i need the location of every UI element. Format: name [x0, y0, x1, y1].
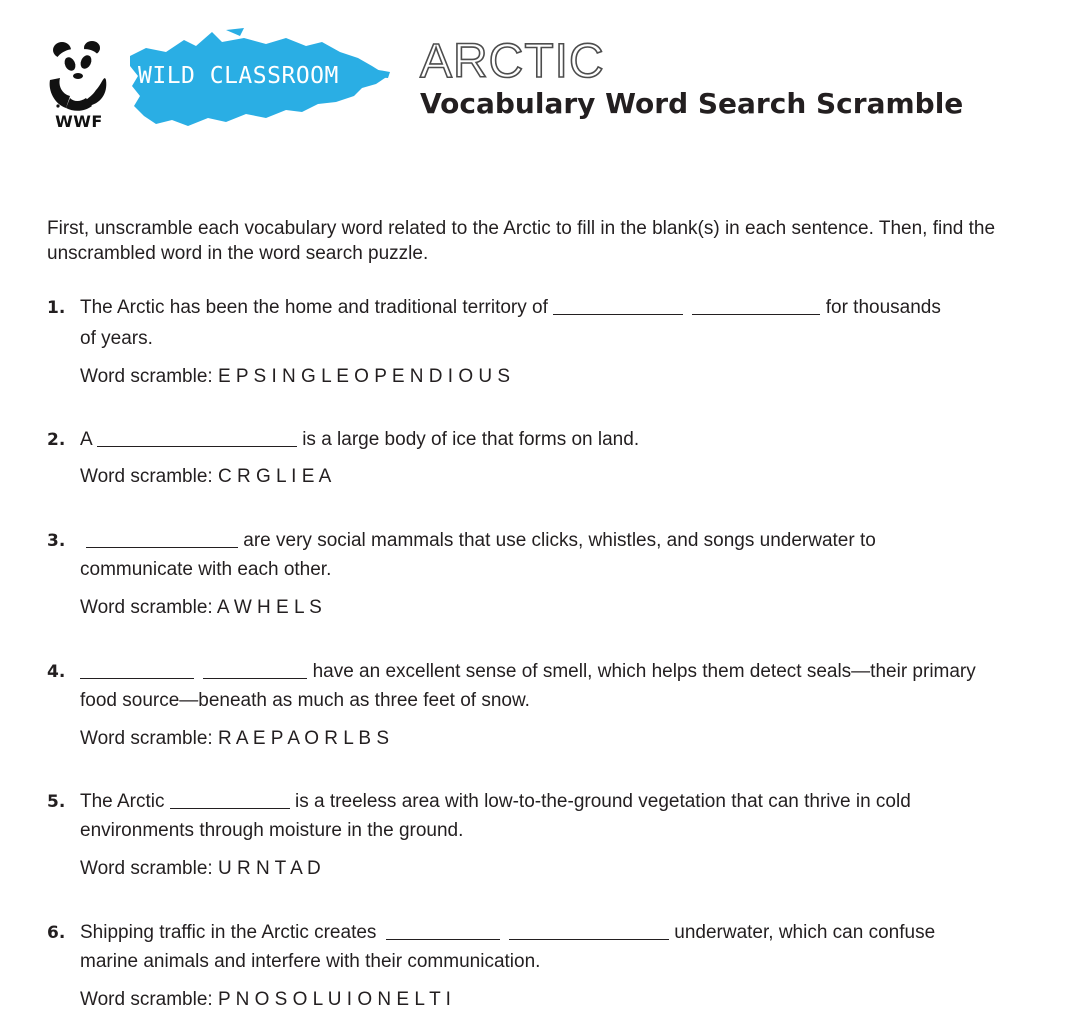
page-title: ARCTIC [420, 35, 605, 88]
instructions-text: First, unscramble each vocabulary word related to the Arctic to fill in the blank(s) in each sentence. Then, find the unscrambled word in the word search puzzle. [47, 218, 996, 264]
sentence-end: have an excellent sense of smell, which helps them detect seals—their primary [312, 661, 976, 682]
sentence-end: underwater, which can confuse [674, 922, 936, 943]
answer-blank[interactable] [97, 428, 297, 447]
answer-blank[interactable] [553, 296, 683, 315]
answer-blank[interactable] [80, 660, 194, 679]
sentence-end: is a large body of ice that forms on land. [302, 429, 640, 450]
answer-blank[interactable] [203, 660, 307, 679]
question-number: 1. [47, 298, 66, 318]
sentence-continuation: food source—beneath as much as three feet of snow. [80, 690, 530, 711]
sentence-continuation: marine animals and interfere with their communication. [80, 951, 541, 972]
answer-blank[interactable] [86, 529, 238, 548]
sentence-start: The Arctic has been the home and traditional territory of [80, 297, 548, 318]
word-scramble: Word scramble: U R N T A D [80, 858, 321, 879]
sentence-end: are very social mammals that use clicks, whistles, and songs underwater to [243, 530, 876, 551]
sentence-end: for thousands [825, 297, 941, 318]
sentence-start: The Arctic [80, 791, 165, 812]
answer-blank[interactable] [692, 296, 820, 315]
wwf-wordmark: WWF [55, 112, 103, 131]
panda-icon [48, 40, 110, 112]
sentence-continuation: of years. [80, 328, 153, 349]
question-sentence [80, 660, 976, 683]
question-sentence [80, 921, 935, 944]
wild-classroom-label: WILD CLASSROOM [138, 63, 339, 89]
sentence-start: A [80, 429, 92, 450]
sentence-continuation: environments through moisture in the ground. [80, 820, 464, 841]
answer-blank[interactable] [509, 921, 669, 940]
question-sentence [80, 428, 639, 451]
answer-blank[interactable] [386, 921, 500, 940]
sentence-end: is a treeless area with low-to-the-ground vegetation that can thrive in cold [295, 791, 911, 812]
word-scramble: Word scramble: R A E P A O R L B S [80, 728, 390, 749]
word-scramble: Word scramble: A W H E L S [80, 597, 322, 618]
question-number: 4. [47, 662, 66, 682]
sentence-continuation: communicate with each other. [80, 559, 332, 580]
question-sentence [86, 529, 876, 552]
word-scramble: Word scramble: C R G L I E A [80, 466, 332, 487]
question-number: 3. [47, 531, 66, 551]
question-number: 5. [47, 792, 66, 812]
question-number: 6. [47, 923, 66, 943]
word-scramble: Word scramble: E P S I N G L E O P E N D I O U S [80, 366, 511, 387]
question-number: 2. [47, 430, 66, 450]
answer-blank[interactable] [170, 790, 290, 809]
page-subtitle: Vocabulary Word Search Scramble [420, 87, 964, 120]
sentence-start: Shipping traffic in the Arctic creates [80, 922, 377, 943]
question-sentence [80, 790, 911, 813]
page-header [0, 0, 1080, 140]
word-scramble: Word scramble: P N O S O L U I O N E L T I [80, 989, 451, 1010]
wwf-logo [48, 40, 114, 134]
question-sentence [80, 296, 941, 319]
